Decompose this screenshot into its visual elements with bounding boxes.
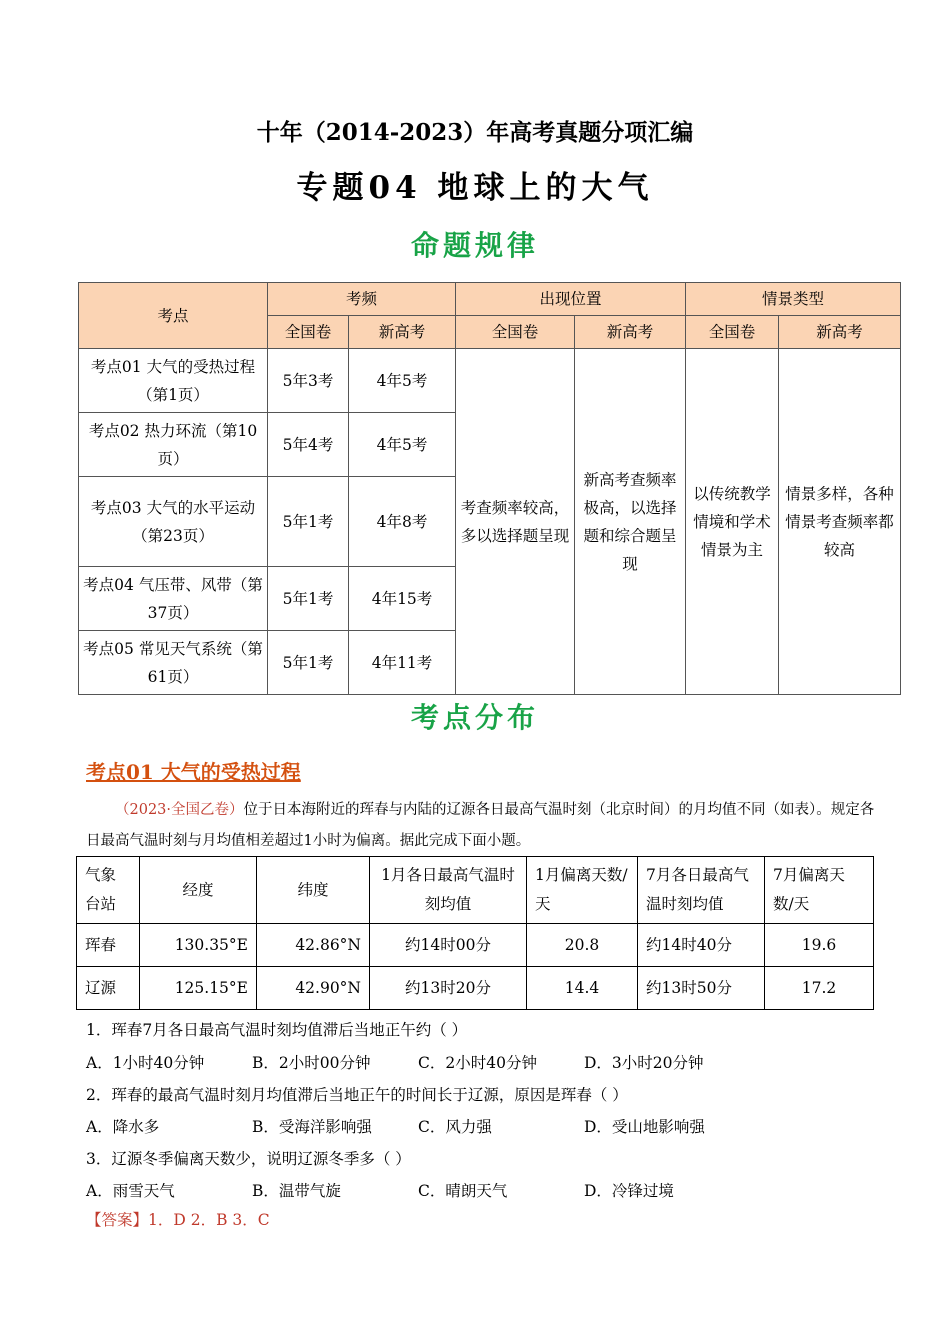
option-c: C．2小时40分钟 [418, 1054, 537, 1072]
question-stem: 2．珲春的最高气温时刻月均值滞后当地正午的时间长于辽源，原因是珲春（ ） [86, 1086, 628, 1104]
subheader-new: 新高考 [349, 316, 456, 349]
question-stem: 1．珲春7月各日最高气温时刻均值滞后当地正午约（ ） [86, 1021, 468, 1039]
cell: 约14时00分 [370, 924, 527, 967]
option-d: D．冷锋过境 [584, 1182, 674, 1200]
position-new: 新高考查频率极高，以选择题和综合题呈现 [575, 349, 686, 695]
option-a: A．雨雪天气 [86, 1182, 175, 1200]
col-header: 纬度 [257, 857, 370, 924]
freq-national: 5年3考 [268, 349, 349, 413]
position-national: 考查频率较高，多以选择题呈现 [456, 349, 575, 695]
freq-new: 4年5考 [349, 413, 456, 477]
question-stem: 3．辽源冬季偏离天数少，说明辽源冬季多（ ） [86, 1150, 411, 1168]
freq-new: 4年8考 [349, 477, 456, 567]
kaodian-name: 考点05 常见天气系统（第61页） [79, 631, 268, 695]
page-title: 十年（2014-2023）年高考真题分项汇编 [256, 119, 694, 146]
subheader-national: 全国卷 [686, 316, 779, 349]
cell: 14.4 [527, 967, 638, 1010]
cell: 17.2 [765, 967, 874, 1010]
freq-new: 4年5考 [349, 349, 456, 413]
kaodian-name: 考点03 大气的水平运动（第23页） [79, 477, 268, 567]
option-d: D．3小时20分钟 [584, 1054, 704, 1072]
question-source: （2023·全国乙卷） [115, 802, 244, 818]
kaodian-title: 考点01 大气的受热过程 [86, 760, 301, 784]
col-header: 气象台站 [77, 857, 140, 924]
option-b: B．受海洋影响强 [252, 1118, 372, 1136]
kaodian-name: 考点04 气压带、风带（第37页） [79, 567, 268, 631]
intro-text: 位于日本海附近的珲春与内陆的辽源各日最高气温时刻（北京时间）的月均值不同（如表）。规定各日最高气温时刻与月均值相差超过1小时为偏离。据此完成下面小题。 [86, 802, 875, 849]
freq-national: 5年4考 [268, 413, 349, 477]
header-frequency: 考频 [268, 283, 456, 316]
cell: 约13时50分 [638, 967, 765, 1010]
option-a: A．降水多 [86, 1118, 160, 1136]
option-c: C．风力强 [418, 1118, 492, 1136]
option-c: C．晴朗天气 [418, 1182, 508, 1200]
cell: 42.90°N [257, 967, 370, 1010]
cell: 20.8 [527, 924, 638, 967]
topic-title: 专题04 地球上的大气 [296, 170, 654, 206]
scene-new: 情景多样，各种情景考查频率都较高 [779, 349, 901, 695]
subheader-new: 新高考 [779, 316, 901, 349]
col-header: 1月各日最高气温时刻均值 [370, 857, 527, 924]
freq-national: 5年1考 [268, 631, 349, 695]
freq-national: 5年1考 [268, 567, 349, 631]
cell: 19.6 [765, 924, 874, 967]
header-scene: 情景类型 [686, 283, 901, 316]
subheader-national: 全国卷 [268, 316, 349, 349]
section-heading-distribution: 考点分布 [410, 701, 539, 734]
cell: 约13时20分 [370, 967, 527, 1010]
col-header: 1月偏离天数/天 [527, 857, 638, 924]
col-header: 7月各日最高气温时刻均值 [638, 857, 765, 924]
weather-data-table [76, 856, 874, 1010]
header-position: 出现位置 [456, 283, 686, 316]
cell: 珲春 [77, 924, 140, 967]
answer-line: 【答案】1．D 2．B 3．C [86, 1211, 270, 1229]
header-kaodian: 考点 [79, 283, 268, 349]
cell: 42.86°N [257, 924, 370, 967]
cell: 130.35°E [140, 924, 257, 967]
subheader-national: 全国卷 [456, 316, 575, 349]
section-heading-rules: 命题规律 [410, 229, 539, 262]
cell: 125.15°E [140, 967, 257, 1010]
kaodian-name: 考点02 热力环流（第10页） [79, 413, 268, 477]
col-header: 7月偏离天数/天 [765, 857, 874, 924]
kaodian-name: 考点01 大气的受热过程（第1页） [79, 349, 268, 413]
cell: 约14时40分 [638, 924, 765, 967]
cell: 辽源 [77, 967, 140, 1010]
freq-new: 4年15考 [349, 567, 456, 631]
question-intro [86, 795, 886, 857]
summary-table [78, 282, 901, 695]
option-a: A．1小时40分钟 [86, 1054, 205, 1072]
freq-national: 5年1考 [268, 477, 349, 567]
freq-new: 4年11考 [349, 631, 456, 695]
option-d: D．受山地影响强 [584, 1118, 705, 1136]
col-header: 经度 [140, 857, 257, 924]
option-b: B．温带气旋 [252, 1182, 341, 1200]
option-b: B．2小时00分钟 [252, 1054, 371, 1072]
scene-national: 以传统教学情境和学术情景为主 [686, 349, 779, 695]
subheader-new: 新高考 [575, 316, 686, 349]
